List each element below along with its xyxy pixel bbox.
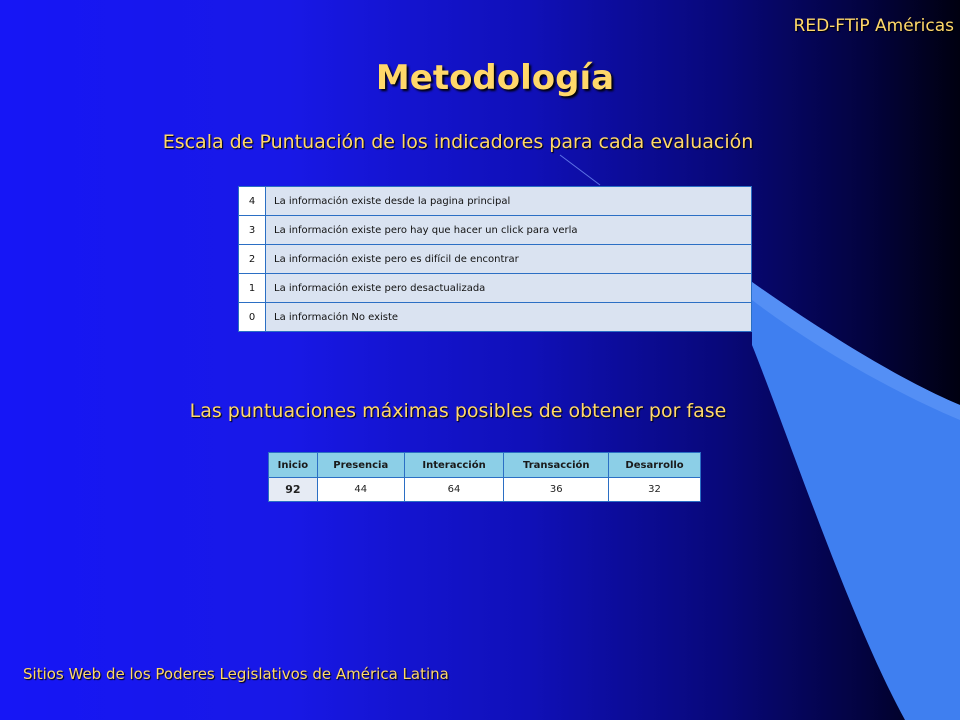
description-cell: La información existe pero desactualizada bbox=[266, 274, 752, 303]
phases-subtitle: Las puntuaciones máximas posibles de obtener por fase bbox=[189, 400, 727, 422]
table-row bbox=[239, 245, 752, 274]
table-row bbox=[239, 216, 752, 245]
value-interaccion: 64 bbox=[404, 478, 504, 502]
table-row bbox=[239, 303, 752, 332]
column-header-inicio: Inicio bbox=[269, 453, 318, 478]
description-cell: La información existe pero es difícil de encontrar bbox=[266, 245, 752, 274]
value-presencia: 44 bbox=[317, 478, 404, 502]
column-header-transaccion: Transacción bbox=[504, 453, 609, 478]
column-header-interaccion: Interacción bbox=[404, 453, 504, 478]
value-transaccion: 36 bbox=[504, 478, 609, 502]
description-cell: La información No existe bbox=[266, 303, 752, 332]
page-title: Metodología bbox=[375, 58, 615, 98]
table-row bbox=[269, 478, 701, 502]
table-row bbox=[239, 274, 752, 303]
decorative-line bbox=[560, 155, 600, 185]
description-cell: La información existe desde la pagina principal bbox=[266, 187, 752, 216]
value-desarrollo: 32 bbox=[609, 478, 701, 502]
score-cell: 2 bbox=[239, 245, 266, 274]
value-inicio: 92 bbox=[269, 478, 318, 502]
max-scores-table bbox=[268, 452, 701, 502]
scale-subtitle: Escala de Puntuación de los indicadores para cada evaluación bbox=[162, 131, 754, 153]
footer-text: Sitios Web de los Poderes Legislativos de América Latina bbox=[23, 665, 449, 683]
score-cell: 3 bbox=[239, 216, 266, 245]
score-cell: 0 bbox=[239, 303, 266, 332]
score-cell: 1 bbox=[239, 274, 266, 303]
table-header-row bbox=[269, 453, 701, 478]
brand-label: RED-FTiP Américas bbox=[793, 16, 954, 36]
column-header-presencia: Presencia bbox=[317, 453, 404, 478]
table-row bbox=[239, 187, 752, 216]
scoring-scale-table bbox=[238, 186, 752, 332]
score-cell: 4 bbox=[239, 187, 266, 216]
description-cell: La información existe pero hay que hacer un click para verla bbox=[266, 216, 752, 245]
decorative-swoosh bbox=[752, 282, 960, 720]
column-header-desarrollo: Desarrollo bbox=[609, 453, 701, 478]
